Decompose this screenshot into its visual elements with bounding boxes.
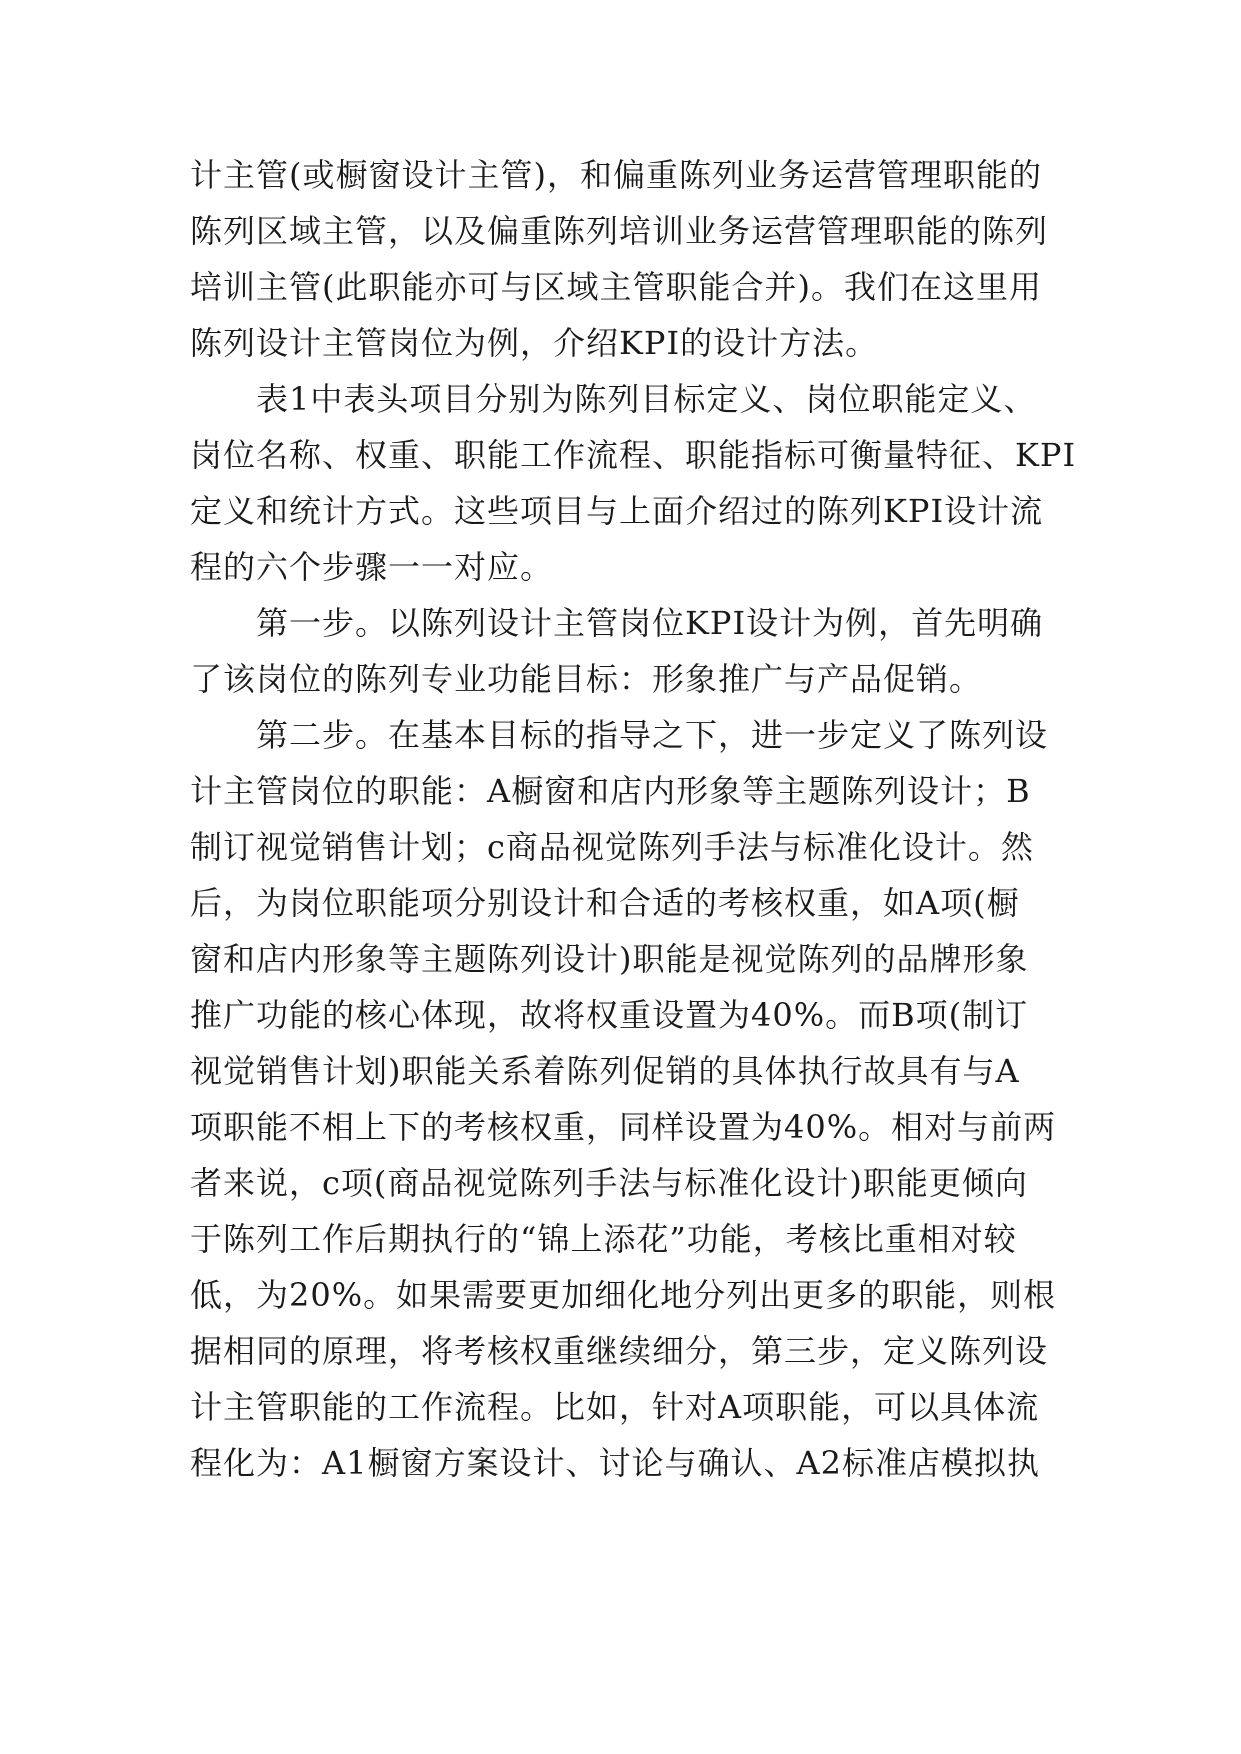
- paragraph-start-line: 第二步。在基本目标的指导之下，进一步定义了陈列设: [256, 716, 1049, 754]
- body-text: [190, 147, 1077, 1491]
- text-line: 制订视觉销售计划；c商品视觉陈列手法与标准化设计。然: [190, 828, 1034, 866]
- text-line: 据相同的原理，将考核权重继续细分，第三步，定义陈列设: [190, 1332, 1049, 1370]
- text-line: 窗和店内形象等主题陈列设计)职能是视觉陈列的品牌形象: [190, 940, 1029, 978]
- text-line: 计主管职能的工作流程。比如，针对A项职能，可以具体流: [190, 1388, 1040, 1426]
- text-line: 陈列设计主管岗位为例，介绍KPI的设计方法。: [190, 324, 879, 362]
- text-line: 计主管(或橱窗设计主管)，和偏重陈列业务运营管理职能的: [190, 156, 1042, 194]
- text-line: 低，为20%。如果需要更加细化地分列出更多的职能，则根: [190, 1276, 1057, 1314]
- text-line: 程化为：A1橱窗方案设计、讨论与确认、A2标准店模拟执: [190, 1444, 1040, 1482]
- text-line: 视觉销售计划)职能关系着陈列促销的具体执行故具有与A: [190, 1052, 1020, 1090]
- text-line: 培训主管(此职能亦可与区域主管职能合并)。我们在这里用: [190, 268, 1042, 306]
- text-line: 了该岗位的陈列专业功能目标：形象推广与产品促销。: [190, 660, 983, 698]
- text-line: 岗位名称、权重、职能工作流程、职能指标可衡量特征、KPI: [190, 436, 1077, 474]
- text-line: 定义和统计方式。这些项目与上面介绍过的陈列KPI设计流: [190, 492, 1044, 530]
- paragraph-start-line: 第一步。以陈列设计主管岗位KPI设计为例，首先明确: [256, 604, 1044, 642]
- text-line: 于陈列工作后期执行的“锦上添花”功能，考核比重相对较: [190, 1220, 1017, 1258]
- paragraph-start-line: 表1中表头项目分别为陈列目标定义、岗位职能定义、: [256, 380, 1037, 418]
- text-line: 计主管岗位的职能：A橱窗和店内形象等主题陈列设计；B: [190, 772, 1031, 810]
- text-line: 程的六个步骤一一对应。: [190, 548, 554, 586]
- text-line: 后，为岗位职能项分别设计和合适的考核权重，如A项(橱: [190, 884, 1020, 922]
- text-line: 陈列区域主管，以及偏重陈列培训业务运营管理职能的陈列: [190, 212, 1049, 250]
- text-line: 者来说，c项(商品视觉陈列手法与标准化设计)职能更倾向: [190, 1164, 1028, 1202]
- text-line: 推广功能的核心体现，故将权重设置为40%。而B项(制订: [190, 996, 1029, 1034]
- text-line: 项职能不相上下的考核权重，同样设置为40%。相对与前两: [190, 1108, 1057, 1146]
